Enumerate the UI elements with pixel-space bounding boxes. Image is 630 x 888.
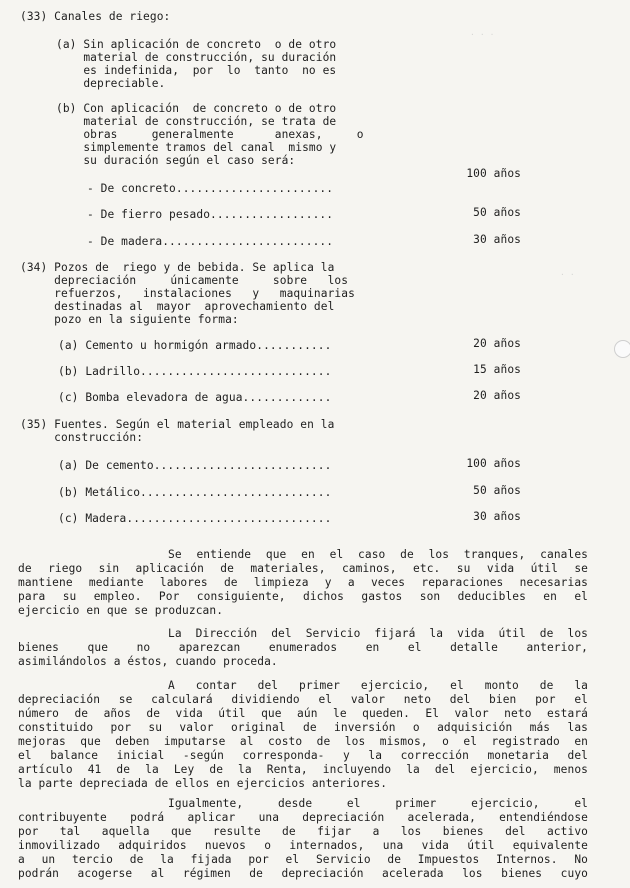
list-item-value: 50 años bbox=[473, 484, 521, 497]
list-item-label: (c) Bomba elevadora de agua............. bbox=[58, 391, 332, 404]
text-line: inmovilizado adquiridos nuevos o internados, una vida útil equivalente bbox=[18, 839, 588, 852]
list-item-value: 100 años bbox=[466, 167, 521, 180]
text-line: refuerzos, instalaciones y maquinarias bbox=[20, 287, 355, 300]
text-line: A contar del primer ejercicio, el monto de la bbox=[168, 679, 588, 692]
list-item-label: - De fierro pesado.................. bbox=[87, 208, 334, 221]
text-line: construcción: bbox=[20, 431, 144, 444]
text-line: (35) Fuentes. Según el material empleado en la bbox=[20, 418, 335, 431]
text-line: ejercicio en que se produzcan. bbox=[18, 604, 224, 617]
text-line: número de años de vida útil que aún le queden. El valor neto estará bbox=[18, 707, 588, 720]
text-line: para su empleo. Por consiguiente, dichos gastos son deducibles en el bbox=[18, 590, 588, 603]
list-item-label: (c) Madera.............................. bbox=[58, 512, 332, 525]
text-line: Igualmente, desde el primer ejercicio, el bbox=[168, 797, 588, 810]
text-line: destinadas al mayor aprovechamiento del bbox=[20, 300, 335, 313]
text-line: (34) Pozos de riego y de bebida. Se aplica la bbox=[20, 261, 335, 274]
list-item-value: 30 años bbox=[473, 510, 521, 523]
text-line: material de construcción, se trata de bbox=[56, 115, 337, 128]
text-line: (a) Sin aplicación de concreto o de otro bbox=[56, 38, 337, 51]
text-line: es indefinida, por lo tanto no es bbox=[56, 64, 337, 77]
bleed-through-mark: · · bbox=[560, 270, 575, 279]
text-line: bienes que no aparezcan enumerados en el detalle anterior, bbox=[18, 641, 588, 654]
text-line: (b) Con aplicación de concreto o de otro bbox=[56, 102, 337, 115]
text-line: la parte depreciada de ellos en ejercicios anteriores. bbox=[18, 777, 388, 790]
text-line: depreciable. bbox=[56, 77, 166, 90]
text-line: su duración según el caso será: bbox=[56, 154, 296, 167]
list-item-label: (b) Metálico............................ bbox=[58, 486, 332, 499]
list-item-label: (b) Ladrillo............................ bbox=[58, 365, 332, 378]
text-line: Se entiende que en el caso de los tranques, canales bbox=[168, 548, 588, 561]
text-line: obras generalmente anexas, o bbox=[56, 128, 364, 141]
text-line: de riego sin aplicación de materiales, caminos, etc. su vida útil se bbox=[18, 562, 588, 575]
text-line: mantiene mediante labores de limpieza y a veces reparaciones necesarias bbox=[18, 576, 588, 589]
punch-hole bbox=[614, 340, 630, 358]
list-item-value: 20 años bbox=[473, 389, 521, 402]
text-line: depreciación únicamente sobre los bbox=[20, 274, 349, 287]
text-line: por tal aquella que resulte de fijar a los bienes del activo bbox=[18, 825, 588, 838]
list-item-label: - De madera......................... bbox=[87, 235, 334, 248]
text-line: contribuyente podrá aplicar una depreciación acelerada, entendiéndose bbox=[18, 811, 588, 824]
text-line: el balance inicial -según corresponda- y la corrección monetaria del bbox=[18, 749, 588, 762]
list-item-value: 100 años bbox=[466, 457, 521, 470]
text-line: pozo en la siguiente forma: bbox=[20, 313, 239, 326]
text-line: podrán acogerse al régimen de depreciación acelerada los bienes cuyo bbox=[18, 867, 588, 880]
list-item-value: 15 años bbox=[473, 363, 521, 376]
list-item-label: (a) Cemento u hormigón armado........... bbox=[58, 339, 332, 352]
text-line: depreciación se calculará dividiendo el valor neto del bien por el bbox=[18, 693, 588, 706]
section-33-heading: (33) Canales de riego: bbox=[20, 10, 171, 23]
text-line: material de construcción, su duración bbox=[56, 51, 337, 64]
list-item-label: - De concreto....................... bbox=[87, 182, 334, 195]
text-line: mejoras que deben imputarse al costo de los mismos, o el registrado en bbox=[18, 735, 588, 748]
text-line: artículo 41 de la Ley de la Renta, incluyendo la del ejercicio, menos bbox=[18, 763, 588, 776]
text-line: constituido por su valor original de inversión o adquisición más las bbox=[18, 721, 588, 734]
list-item-value: 50 años bbox=[473, 206, 521, 219]
list-item-value: 20 años bbox=[473, 337, 521, 350]
text-line: asimilándolos a éstos, cuando proceda. bbox=[18, 655, 278, 668]
list-item-label: (a) De cemento.......................... bbox=[58, 459, 332, 472]
list-item-value: 30 años bbox=[473, 233, 521, 246]
text-line: simplemente tramos del canal mismo y bbox=[56, 141, 337, 154]
text-line: La Dirección del Servicio fijará la vida útil de los bbox=[168, 627, 588, 640]
bleed-through-mark: · · · bbox=[470, 30, 495, 39]
text-line: a un tercio de la fijada por el Servicio de Impuestos Internos. No bbox=[18, 853, 588, 866]
